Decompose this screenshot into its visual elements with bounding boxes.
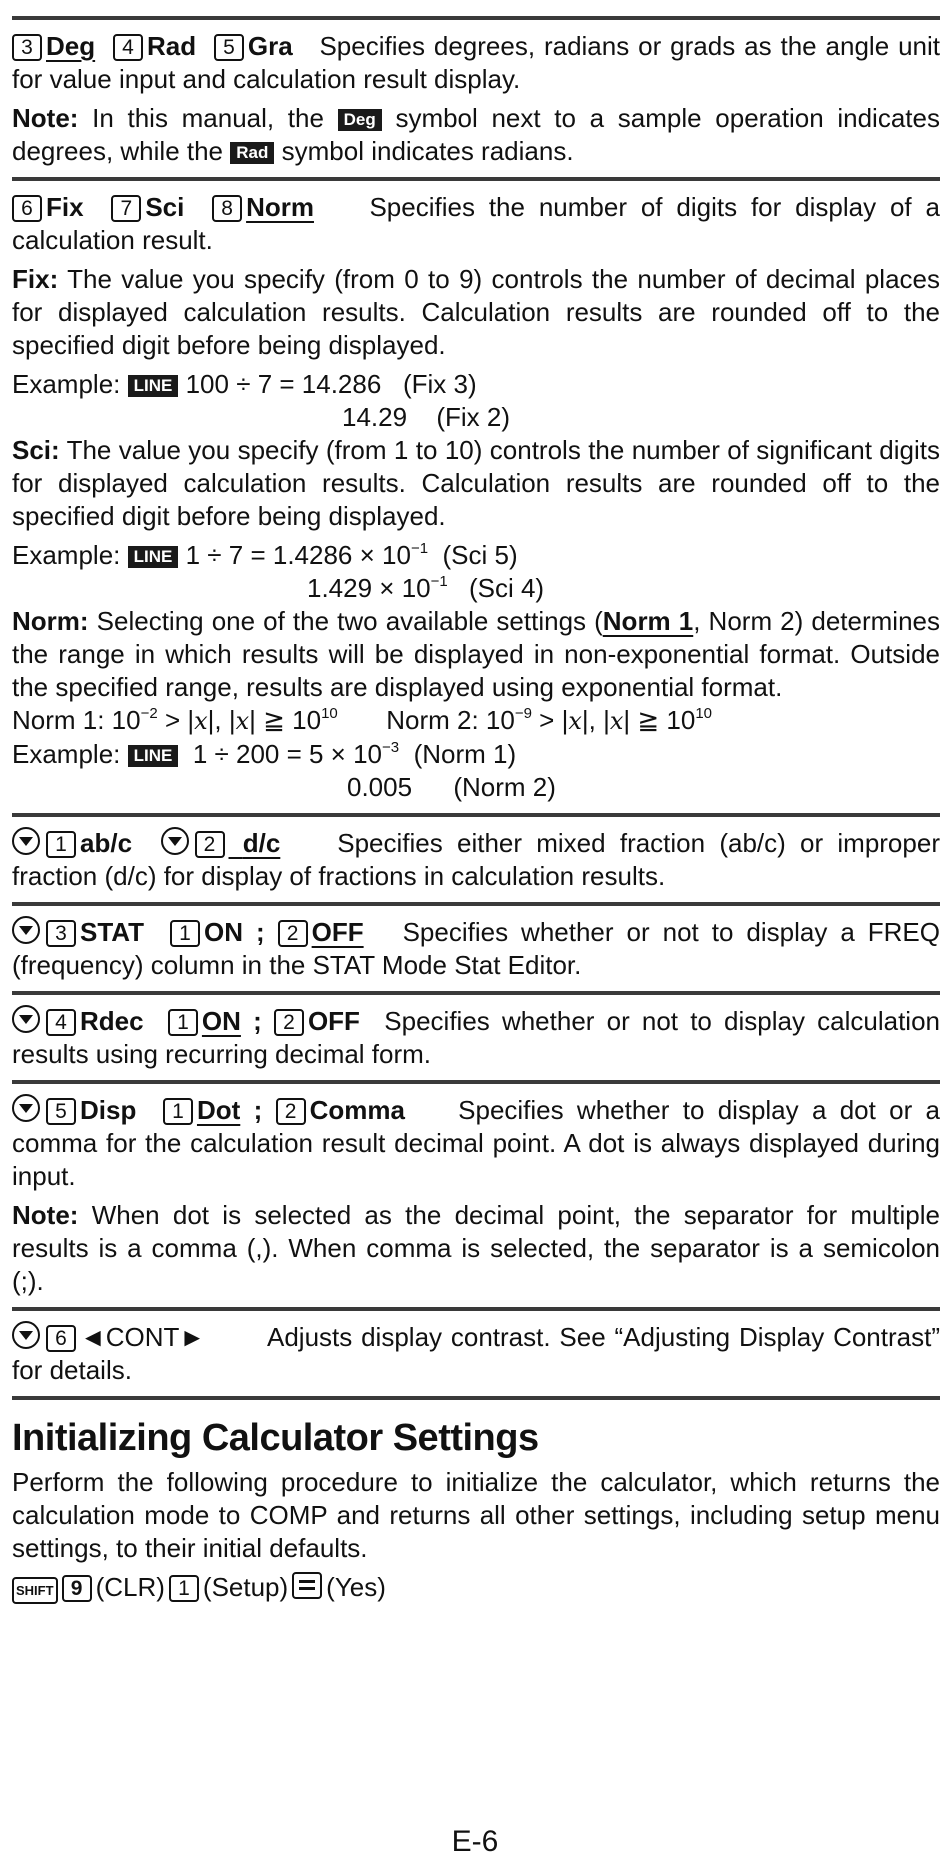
- exponent: 10: [695, 705, 712, 722]
- clr-label: (CLR): [95, 1572, 165, 1602]
- fix-text: The value you specify (from 0 to 9) controls the number of decimal places for displayed calculation results. Calculation results are rounded off to the specified digit before being displayed.: [12, 264, 940, 360]
- down-arrow-key-icon: [12, 1321, 40, 1349]
- separator: ;: [253, 1095, 263, 1125]
- angle-unit-section: [12, 20, 940, 177]
- norm1-default: Norm 1: [602, 606, 694, 636]
- example-result: 1.429 × 10: [307, 573, 431, 603]
- norm-option: [212, 192, 314, 222]
- exponent: −3: [382, 739, 400, 756]
- disp-note: [12, 1199, 940, 1298]
- down-arrow-key-icon: [12, 1094, 40, 1122]
- key-1: 1: [168, 1009, 198, 1036]
- key-6: 6: [12, 195, 42, 222]
- note-text: When dot is selected as the decimal point, the separator for multiple results is a comma (,). When comma is selected, the separator is a semicolon (;).: [12, 1200, 940, 1296]
- fix-example-line-2: [12, 401, 940, 434]
- section-divider: [12, 1396, 940, 1400]
- example-expression: 100 ÷ 7 = 14.286: [185, 369, 382, 399]
- norm1-range: Norm 1: 10: [12, 705, 141, 735]
- rad-badge: Rad: [230, 142, 274, 164]
- exponent: −1: [410, 540, 429, 557]
- dc-label: d/c: [242, 828, 281, 858]
- note-text: symbol indicates radians.: [281, 136, 574, 166]
- dc-option: [161, 828, 281, 858]
- down-arrow-key-icon: [12, 827, 40, 855]
- range-text: > |: [157, 705, 195, 735]
- rdec-description: Specifies whether or not to display calculation results using recurring decimal form.: [12, 1006, 940, 1069]
- disp-description: Specifies whether to display a dot or a comma for the calculation result decimal point. A dot is always displayed during input.: [12, 1095, 941, 1191]
- rdec-section: [12, 995, 940, 1080]
- sci-example-line-1: [12, 539, 940, 572]
- stat-label: STAT: [80, 917, 145, 947]
- key-7: 7: [111, 195, 141, 222]
- sci-text: The value you specify (from 1 to 10) controls the number of significant digits for displayed calculation results. Calculation results are rounded off to the specified digit before being displayed.: [12, 435, 940, 531]
- contrast-description: Adjusts display contrast. See “Adjusting Display Contrast” for details.: [12, 1322, 940, 1385]
- note-text: symbol next to a sample operation indicates degrees, while the: [12, 103, 940, 166]
- example-mode: (Sci 4): [468, 573, 545, 603]
- abc-label: ab/c: [80, 828, 133, 858]
- contrast-section: [12, 1311, 940, 1396]
- disp-section: [12, 1084, 940, 1307]
- down-arrow-key-icon: [161, 827, 189, 855]
- on-option: [168, 1006, 241, 1036]
- manual-page: [12, 16, 940, 1604]
- off-option: [278, 917, 364, 947]
- variable-x: x: [235, 707, 250, 735]
- angle-description: Specifies degrees, radians or grads as the angle unit for value input and calculation result display.: [12, 31, 940, 94]
- range-text: | ≧ 10: [249, 705, 322, 735]
- example-mode: (Sci 5): [442, 540, 518, 570]
- variable-x: x: [609, 707, 624, 735]
- off-label: OFF: [307, 1006, 360, 1036]
- key-2: 2: [274, 1009, 304, 1036]
- note-text: In this manual, the: [92, 103, 324, 133]
- cont-label: ◄CONT►: [80, 1322, 206, 1352]
- norm-text: , Norm 2) determines the range in which results will be displayed in non-exponential format. Outside the specified range, results are displayed using exponential format.: [12, 606, 941, 702]
- disp-label: Disp: [80, 1095, 137, 1125]
- variable-x: x: [568, 707, 582, 735]
- norm-ranges-line: [12, 704, 940, 738]
- off-label: OFF: [311, 917, 364, 947]
- stat-section: [12, 906, 940, 991]
- init-paragraph: Perform the following procedure to initialize the calculator, which returns the calculation mode to COMP and returns all other settings, including setup menu settings, to their initial defaults.: [12, 1467, 940, 1563]
- norm-label: Norm: [246, 192, 314, 222]
- norm2-range: Norm 2: 10: [386, 705, 515, 735]
- range-text: |, |: [207, 705, 236, 735]
- down-arrow-key-icon: [12, 916, 40, 944]
- fraction-section: [12, 817, 940, 902]
- note-label: Note:: [12, 1200, 79, 1230]
- key-9: 9: [62, 1575, 92, 1602]
- key-4: 4: [113, 34, 143, 61]
- example-mode: (Fix 3): [402, 369, 477, 399]
- rad-label: Rad: [146, 31, 197, 61]
- range-text: | ≧ 10: [623, 705, 696, 735]
- example-mode: (Norm 2): [453, 772, 556, 802]
- note-label: Note:: [12, 103, 79, 133]
- comma-label: Comma: [309, 1095, 405, 1125]
- example-expression: 1 ÷ 200 = 5 × 10: [192, 739, 383, 769]
- deg-badge: Deg: [338, 109, 382, 131]
- range-text: > |: [531, 705, 569, 735]
- page-number: E-6: [451, 1825, 499, 1858]
- display-format-section: [12, 181, 940, 813]
- shift-key: SHIFT: [12, 1577, 58, 1604]
- key-5: 5: [214, 34, 244, 61]
- key-3: 3: [12, 34, 42, 61]
- key-1: 1: [169, 1575, 199, 1602]
- norm-example-line-2: [12, 771, 940, 804]
- fix-paragraph: [12, 263, 940, 362]
- variable-x: x: [194, 707, 208, 735]
- fix-example-line-1: [12, 368, 940, 401]
- example-label: Example:: [12, 540, 121, 570]
- norm-text: Selecting one of the two available settings (: [96, 606, 603, 636]
- fix-label: Fix: [46, 192, 84, 222]
- key-1: 1: [163, 1098, 193, 1125]
- exponent: −9: [514, 705, 532, 722]
- fraction-description: Specifies either mixed fraction (ab/c) or improper fraction (d/c) for display of fractions in calculation results.: [12, 828, 940, 891]
- on-label: ON ;: [204, 917, 265, 947]
- example-result: 0.005: [347, 772, 413, 802]
- stat-description: Specifies whether or not to display a FREQ (frequency) column in the STAT Mode Stat Editor.: [12, 917, 940, 980]
- down-arrow-key-icon: [12, 1005, 40, 1033]
- key-2: 2: [195, 831, 225, 858]
- fix-heading: Fix:: [12, 264, 59, 294]
- line-badge: LINE: [128, 375, 179, 397]
- sci-example-line-2: [12, 572, 940, 605]
- example-mode: (Norm 1): [413, 739, 517, 769]
- dot-label: Dot: [196, 1095, 241, 1125]
- key-8: 8: [212, 195, 242, 222]
- exponent: −1: [430, 573, 448, 590]
- exponent: 10: [321, 705, 338, 722]
- exponent: −2: [140, 705, 158, 722]
- dot-option: [163, 1095, 240, 1125]
- sci-paragraph: [12, 434, 940, 533]
- example-result: 14.29: [342, 402, 408, 432]
- angle-deg-option: [12, 31, 95, 61]
- example-mode: (Fix 2): [436, 402, 510, 432]
- rdec-label: Rdec: [80, 1006, 144, 1036]
- separator: ;: [253, 1006, 262, 1036]
- angle-note: [12, 102, 940, 168]
- key-6: 6: [46, 1325, 76, 1352]
- line-badge: LINE: [128, 546, 179, 568]
- norm-example-line-1: [12, 738, 940, 771]
- key-3: 3: [46, 920, 76, 947]
- example-label: Example:: [12, 369, 121, 399]
- init-key-sequence: [12, 1571, 940, 1604]
- display-description: Specifies the number of digits for display of a calculation result.: [12, 192, 940, 255]
- key-1: 1: [46, 831, 76, 858]
- setup-label: (Setup): [202, 1572, 289, 1602]
- example-expression: 1 ÷ 7 = 1.4286 × 10: [185, 540, 411, 570]
- key-2: 2: [276, 1098, 306, 1125]
- example-label: Example:: [12, 739, 121, 769]
- range-text: |, |: [581, 705, 610, 735]
- gra-label: Gra: [247, 31, 293, 61]
- line-badge: LINE: [128, 745, 179, 767]
- sci-label: Sci: [145, 192, 185, 222]
- section-heading: Initializing Calculator Settings: [12, 1417, 539, 1459]
- key-4: 4: [46, 1009, 76, 1036]
- norm-paragraph: [12, 605, 940, 704]
- key-1: 1: [170, 920, 200, 947]
- sci-heading: Sci:: [12, 435, 60, 465]
- key-2: 2: [278, 920, 308, 947]
- norm-heading: Norm:: [12, 606, 89, 636]
- yes-label: (Yes): [326, 1572, 386, 1602]
- equals-key-icon: [292, 1572, 322, 1599]
- key-5: 5: [46, 1098, 76, 1125]
- on-label: ON: [201, 1006, 241, 1036]
- deg-label: Deg: [46, 31, 96, 61]
